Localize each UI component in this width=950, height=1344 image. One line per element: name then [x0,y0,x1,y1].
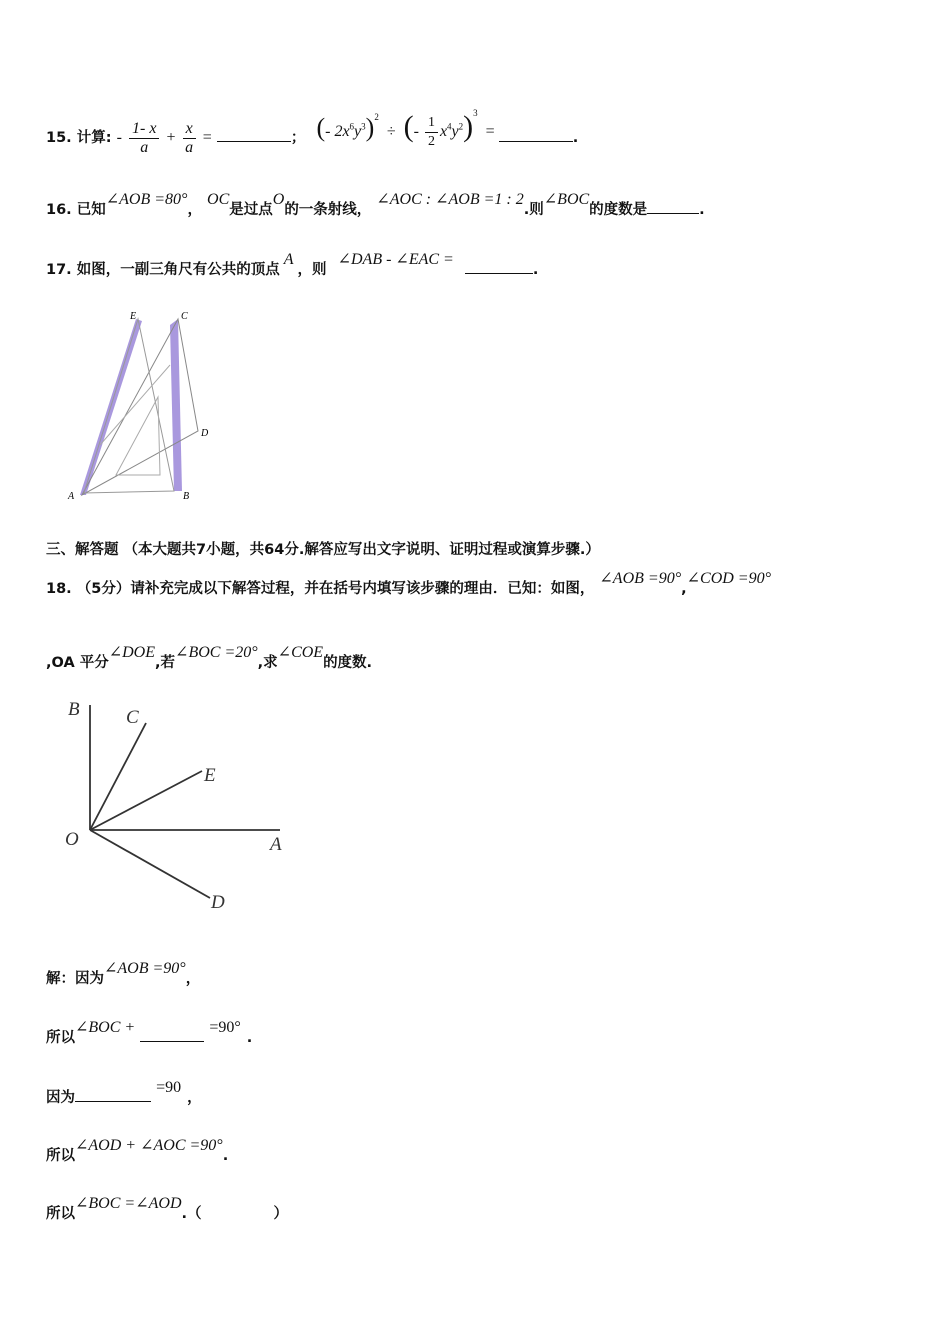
label-b: B [68,699,80,720]
q16-math-3: O [272,191,285,208]
sol3-blank[interactable] [75,1101,151,1102]
sol4-end: . [222,1148,229,1164]
q15-end: . [572,130,579,146]
q15-eq: = [202,129,212,146]
q15-blank-2[interactable] [499,141,573,142]
sol2-math-2: =90° [209,1019,241,1036]
q18-text-3: ,若 [155,655,176,671]
label-c: C [181,311,188,322]
ruler-cb [170,319,182,491]
q15-blank-1[interactable] [217,141,291,142]
q15-expr2-b-exp: 3 [361,121,366,132]
sol2-end: . [246,1030,253,1046]
q15-prefix: 计算: [76,130,112,146]
q18-solution-3 [46,1079,202,1107]
q17-text-1: 如图，一副三角尺有公共的顶点 [76,262,280,278]
q17-math-2: ∠DAB - ∠EAC = [337,251,454,268]
q18-line-1 [46,570,771,598]
q18-solution-1 [46,960,201,988]
q18-solution-5 [46,1195,289,1223]
q16-math-1: ∠AOB =80° [105,191,188,208]
q15-expr2-b: y [354,123,362,140]
q17-figure [60,305,230,510]
q15-expr2-c: x [439,123,448,140]
label-o: O [65,829,79,850]
q15-rparen: ) [365,113,375,142]
q17-line [46,251,539,279]
label-d: D [211,892,225,913]
q15-rparen2: ) [463,110,474,143]
q17-text-2: ，则 [297,262,327,278]
q15-frac2-den: a [185,138,194,156]
q18-math-1: ∠AOB =90° [599,570,682,587]
q16-text-4: 的一条射线， [284,202,372,218]
q18-solution-4 [46,1137,229,1165]
sol4-math: ∠AOD + ∠AOC =90° [75,1137,223,1154]
triangle-inner [116,397,160,475]
q18-figure [60,695,300,920]
q15-expr2 [316,107,498,149]
q16-math-5: ∠BOC [543,191,590,208]
label-c: C [126,707,139,728]
q18-math-2: ∠COD =90° [686,570,771,587]
q16-end: . [699,202,705,218]
q15-fraction-1 [129,120,159,157]
q15-eq2: = [485,123,495,140]
q15-expr2-c-exp: 4 [447,121,452,132]
q18-comma: , [681,581,687,597]
q16-text-3: 是过点 [229,202,273,218]
q18-math-4: ∠BOC =20° [175,644,258,661]
label-b: B [183,491,190,502]
q15-number: 15. [46,130,72,146]
sol2-blank[interactable] [140,1041,204,1042]
sol3-text: 因为 [46,1090,75,1106]
sol5-math: ∠BOC =∠AOD [75,1195,182,1212]
q15-outer-exp2: 3 [473,107,478,118]
sol1-math: ∠AOB =90° [104,960,186,977]
q15-expr2-a: - 2x [325,123,350,140]
label-a: A [68,491,75,502]
q16-text-5: .则 [523,202,544,218]
q15-frac1-den: a [140,138,149,156]
q15-sep: ； [290,130,306,146]
q18-text-1: 18. （5分）请补充完成以下解答过程，并在括号内填写该步骤的理由．已知：如图， [46,581,595,597]
q15-sign2: - [413,123,419,140]
q15-frac3-num: 1 [425,114,438,133]
sol3-end: ， [187,1090,202,1106]
sol4-text: 所以 [46,1148,75,1164]
q17-blank[interactable] [465,273,533,274]
q15-div: ÷ [386,123,396,140]
q16-text-6: 的度数是 [589,202,648,218]
ray-od [90,830,210,898]
ray-oe [90,771,202,830]
label-e: E [130,311,137,322]
label-e: E [204,765,216,786]
sol5-close: ） [273,1206,289,1222]
q15-expr2-a-exp: 6 [349,121,355,132]
q16-text-2: ， [187,202,202,218]
q15-frac1-num: 1- x [129,120,159,139]
q15-lparen: ( [316,113,326,142]
q18-solution-2 [46,1019,253,1047]
q17-number: 17. [46,262,72,278]
q15-fraction-2 [183,120,196,157]
q15-fraction-3 [425,114,438,151]
q16-math-2: OC [207,191,230,208]
q18-math-3: ∠DOE [108,644,156,661]
label-a: A [270,834,282,855]
sol3-math: =90 [156,1079,182,1096]
q15-expr2-d-exp: 2 [458,121,464,132]
q18-line-2 [46,644,373,672]
sol2-text: 所以 [46,1030,75,1046]
q16-math-4: ∠AOC : ∠AOB =1 : 2 [376,191,524,208]
q18-math-5: ∠COE [277,644,324,661]
q18-text-4: ,求 [257,655,278,671]
sol5-end: .（ [181,1206,202,1222]
q16-blank[interactable] [647,213,699,214]
ray-oc [90,723,146,830]
q15-sign: - [116,129,122,146]
q16-number: 16. [46,202,72,218]
q15-frac3-den: 2 [427,133,435,149]
q15-outer-exp: 2 [374,111,379,122]
label-d: D [201,428,209,439]
q15-lparen2: ( [403,110,414,143]
sol2-math: ∠BOC + [75,1019,136,1036]
q17-math-1: A [283,251,294,268]
q15-expr2-d: y [451,123,459,140]
sol1-end: ， [185,971,201,987]
sol5-text: 所以 [46,1206,75,1222]
q16-text-1: 已知 [76,202,106,218]
sol1-text: 解：因为 [46,971,104,987]
q17-end: . [532,262,539,278]
q16-line [46,191,705,219]
q18-text-2: ,OA 平分 [46,655,109,671]
q15-frac2-num: x [183,120,196,139]
q15-line [46,107,579,157]
q18-text-5: 的度数. [323,655,373,671]
section-3-title: 三、解答题 （本大题共7小题，共64分.解答应写出文字说明、证明过程或演算步骤.） [46,542,600,558]
q15-plus: + [166,129,176,146]
